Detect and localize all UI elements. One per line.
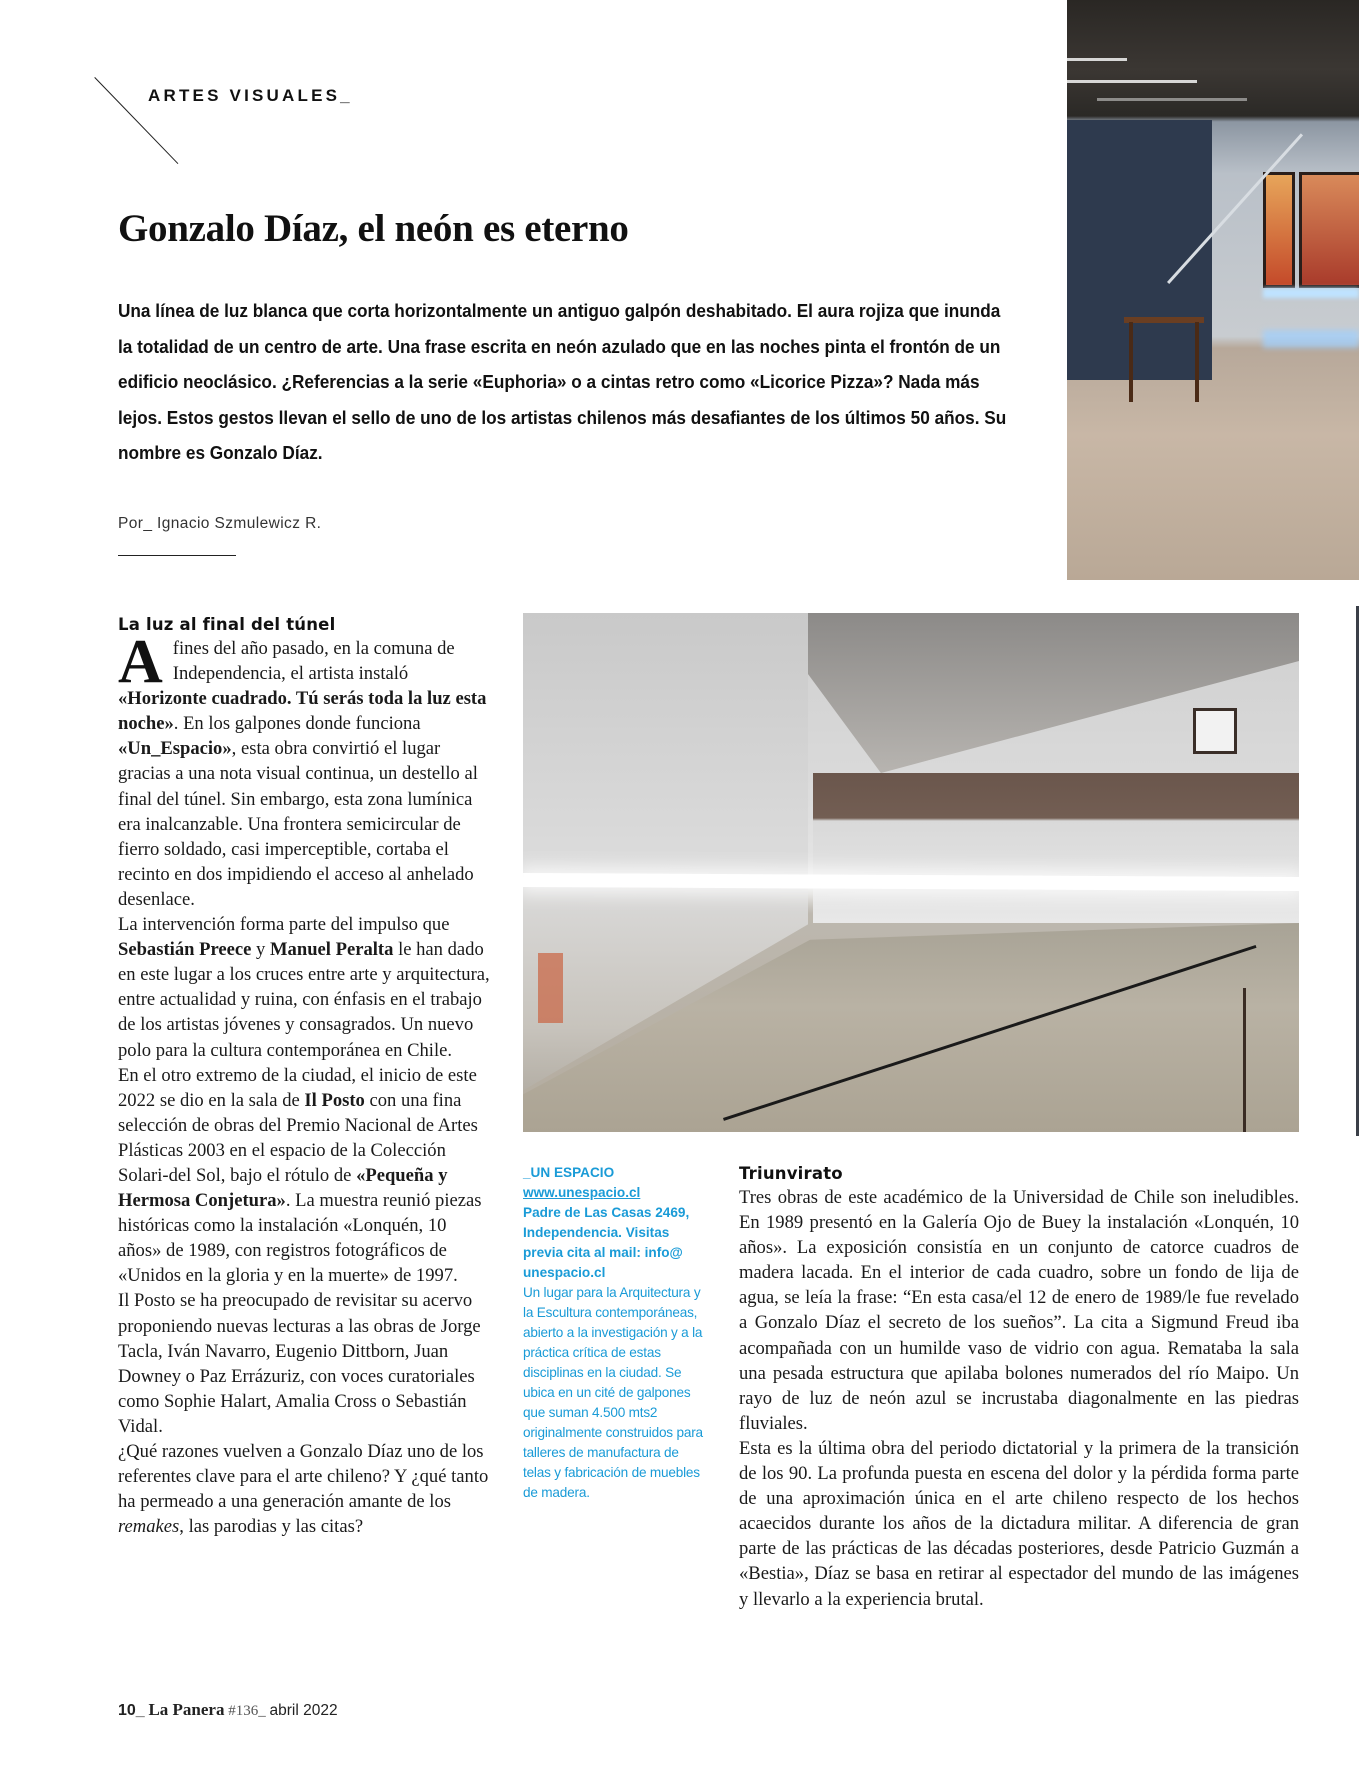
italic-text: remakes [118, 1516, 180, 1538]
emphasis-text: «Un_Espacio» [118, 738, 232, 760]
magazine-name: La Panera [148, 1700, 225, 1719]
article-lede: Una línea de luz blanca que corta horizontalmente un antiguo galpón deshabitado. El aura rojiza que inunda la totalidad de un centro de arte. Una frase escrita en neón azulado que en las noches pinta el frontón de un edificio neoclásico. ¿Referencias a la serie «Euphoria» o a cintas retro como «Licorice Pizza»? Nada más lejos. Estos gestos llevan el sello de uno de los artistas chilenos más desafiantes de los últimos 50 años. Su nombre es Gonzalo Díaz. [118, 300, 1007, 463]
text-run: y [251, 939, 270, 961]
ceiling-light [1067, 80, 1197, 83]
paragraph: Tres obras de este académico de la Universidad de Chile son ineludibles. En 1989 presentó en la Galería Ojo de Buey la instalación «Lonquén, 10 años». La exposición consistía en un conjunto de catorce cuadros de madera lacada. En el interior de cada cuadro, sobre un fondo de lija de agua, se leía la frase: “En esta casa/el 12 de enero de 1989/le fue revelado a Gonzalo Díaz el secreto de los sueños”. La cita a Sigmund Freud iba acompañada con un humilde vaso de vidrio con agua. Remataba la sala una pesada estructura que apilaba bolones numerados del río Maipo. Un rayo de luz de neón azul se incrustaba diagonalmente en las piedras fluviales. [739, 1187, 1299, 1434]
page-footer [118, 1700, 338, 1720]
section-tag: ARTES VISUALES_ [148, 86, 353, 105]
artwork-frame [1263, 172, 1295, 288]
caption-link[interactable]: www.unespacio.cl [523, 1185, 641, 1200]
table-leg [1195, 322, 1199, 402]
text-run: , las parodias y las citas? [179, 1516, 364, 1538]
caption-address: Padre de Las Casas 2469, Independencia. Visitas previa cita al mail: info@ unespacio.cl [523, 1205, 690, 1280]
caption-description: Un lugar para la Arquitectura y la Escultura contemporáneas, abierto a la investigación y a la práctica crítica de estas disciplinas en la ciudad. Se ubica en un cité de galpones que suman 4.500 mts2 originalmente construidos para talleres de manufactura de telas y fabricación de muebles de madera. [523, 1285, 703, 1500]
paragraph [118, 1288, 490, 1439]
issue-date: abril 2022 [269, 1702, 338, 1719]
barrier-post [1243, 988, 1246, 1132]
article-headline: Gonzalo Díaz, el neón es eterno [118, 207, 629, 250]
neon-light [1263, 288, 1359, 298]
drop-cap: A [118, 628, 163, 696]
ceiling-light [1097, 98, 1247, 101]
issue-number: #136_ [228, 1703, 266, 1719]
paragraph: Esta es la última obra del periodo dictatorial y la primera de la transición de los 90. La profunda puesta en escena del dolor y la pérdida forma parte de una aproximación única en el arte chileno respecto de los hechos acaecidos durante los años de la dictadura militar. A diferencia de gran parte de las prácticas de las décadas posteriores, desde Patricio Guzmán a «Bestia», Díaz se basa en retirar al espectador del mundo de las imágenes y llevarlo a la experiencia brutal. [739, 1437, 1299, 1610]
text-run: , esta obra convirtió el lugar gracias a una nota visual continua, un destello al final del túnel. Sin embargo, esta zona lumínica era inalcanzable. Una frontera semicircular de fierro soldado, casi imperceptible, cortaba el recinto en dos impidiendo el acceso al anhelado desenlace. [118, 738, 478, 910]
ceiling-light [1067, 58, 1127, 61]
text-run: fines del año pasado, en la comuna de Independencia, el artista instaló [172, 638, 455, 685]
text-run: con una fina selección de obras del Premio Nacional de Artes Plásticas 2003 en el espacio de la Colección Solari-del Sol, bajo el rótulo de [118, 1089, 478, 1186]
rich-text [118, 628, 487, 910]
emphasis-text: Il Posto [304, 1089, 365, 1111]
page-number: 10_ [118, 1702, 145, 1719]
warehouse-light-installation-photo [523, 613, 1299, 1132]
text-run: En el otro extremo de la ciudad, el inicio de este 2022 se dio en la sala de [118, 1064, 477, 1111]
text-run: La intervención forma parte del impulso que [118, 914, 450, 936]
artwork-frame [1299, 172, 1359, 288]
paragraph [118, 1063, 490, 1289]
subhead-luz-final-tunel: La luz al final del túnel [118, 615, 336, 634]
paragraph [118, 912, 490, 1063]
table-leg [1129, 322, 1133, 402]
subhead-triunvirato: Triunvirato [739, 1164, 843, 1183]
caption-title: _UN ESPACIO [523, 1165, 615, 1180]
text-run: ¿Qué razones vuelven a Gonzalo Díaz uno de los referentes clave para el arte chileno? Y ¿qué tanto ha permeado a una generación amante de los [118, 1441, 489, 1513]
neon-reflection [1263, 330, 1359, 348]
byline-divider [118, 555, 236, 556]
emphasis-text: Manuel Peralta [270, 939, 394, 961]
dark-wall-panel [1067, 120, 1212, 380]
right-column [739, 1163, 1299, 1612]
emphasis-text: «Horizonte cuadrado. Tú serás toda la luz esta noche» [118, 688, 487, 735]
paragraph [118, 628, 490, 912]
emphasis-text: «Pequeña y Hermosa Conjetura» [118, 1164, 448, 1212]
photo-caption [523, 1163, 703, 1503]
brick-back-wall [813, 773, 1299, 923]
left-column [118, 614, 490, 1539]
paragraph [118, 1439, 490, 1539]
text-run: . La muestra reunió piezas históricas como la instalación «Lonquén, 10 años» de 1989, con registros fotográficos de «Unidos en la gloria y en la muerte» de 1997. [118, 1190, 482, 1287]
text-run: . En los galpones donde funciona [173, 713, 421, 735]
window [1193, 708, 1237, 754]
text-run: le han dado en este lugar a los cruces entre arte y arquitectura, entre actualidad y ruina, con énfasis en el trabajo de los artistas jóvenes y consagrados. Un nuevo polo para la cultura contemporánea en Chile. [118, 939, 490, 1061]
byline: Por_ Ignacio Szmulewicz R. [118, 515, 322, 532]
text-run: Il Posto se ha preocupado de revisitar su acervo proponiendo nuevas lecturas a las obras de Jorge Tacla, Iván Navarro, Eugenio Dittborn, Juan Downey o Paz Errázuriz, con voces curatoriales como Sophie Halart, Amalia Cross o Sebastián Vidal. [118, 1290, 481, 1437]
exposed-brick [538, 953, 563, 1023]
gallery-installation-photo [1067, 0, 1359, 580]
wooden-table [1124, 317, 1204, 323]
emphasis-text: Sebastián Preece [118, 939, 252, 961]
